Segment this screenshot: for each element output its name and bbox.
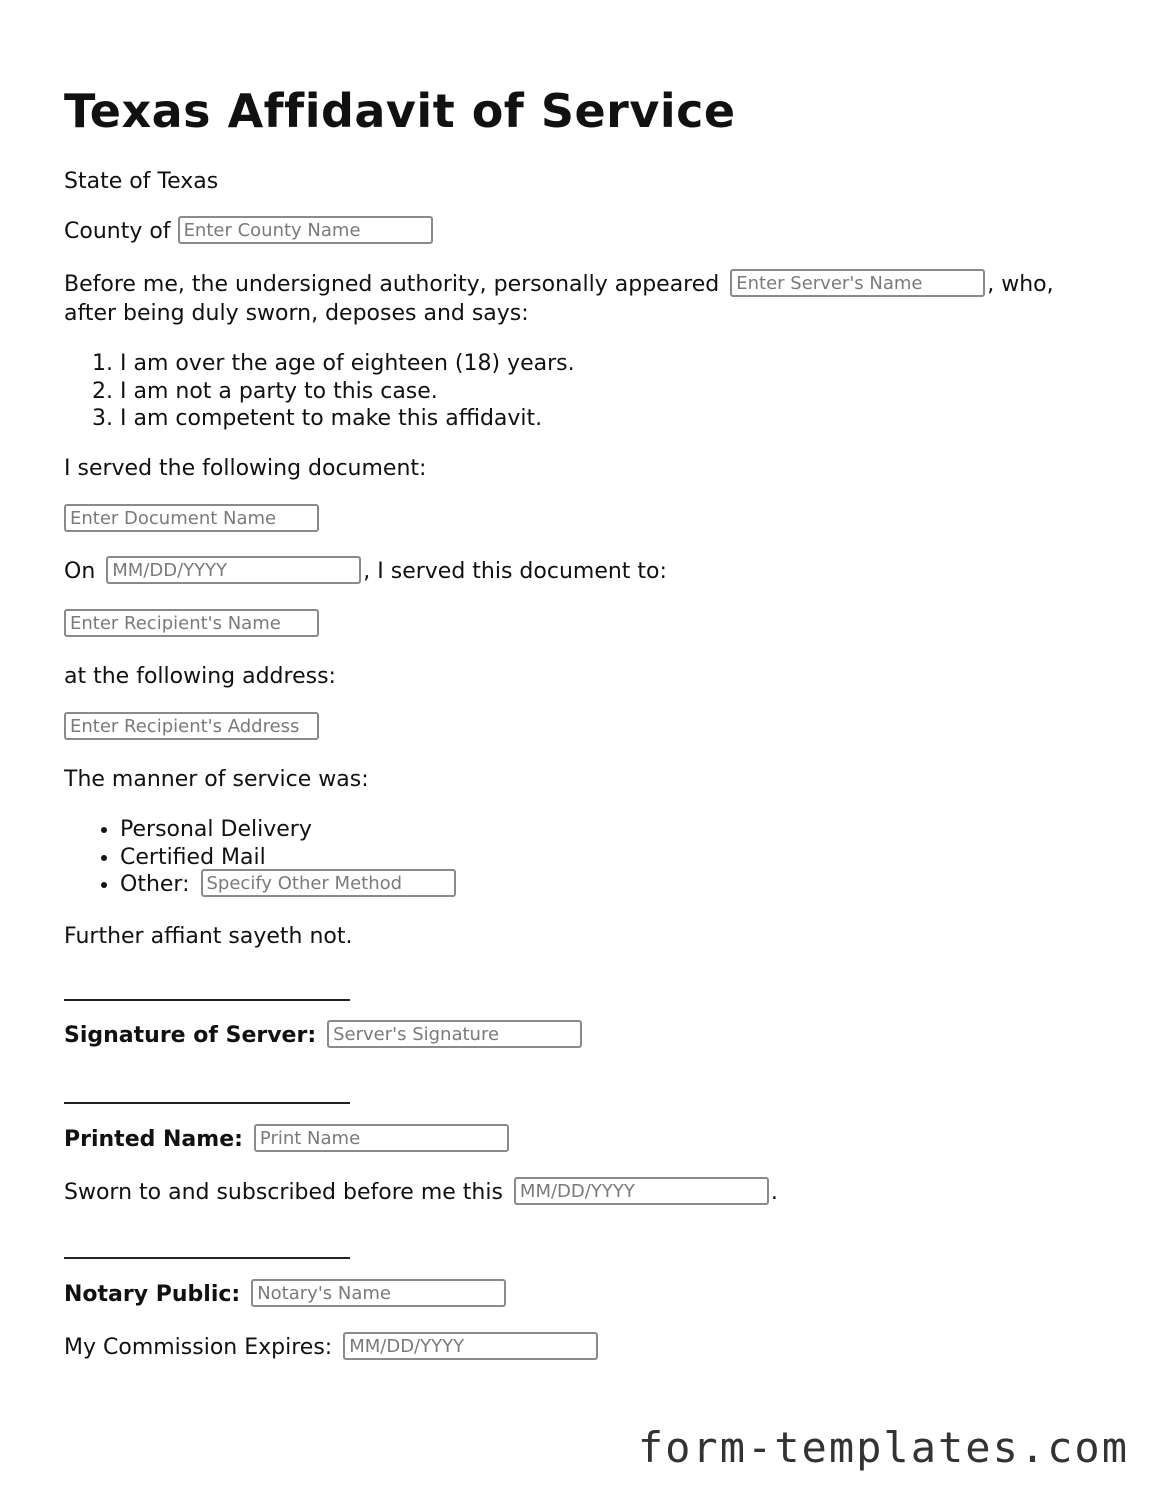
document-row [64,506,321,534]
statement-item: 1. I am over the age of eighteen (18) years. [120,350,575,378]
appeared-after-text: , who, [987,272,1054,297]
sworn-row [64,1179,778,1207]
sworn-label: Sworn to and subscribed before me this [64,1180,503,1205]
county-row [64,218,435,246]
recipient-row [64,611,321,639]
notary-label: Notary Public: [64,1282,241,1307]
document-label: I served the following document: [64,456,427,481]
sworn-date-input[interactable] [514,1177,769,1205]
recipient-name-input[interactable] [64,609,319,637]
commission-label: My Commission Expires: [64,1335,333,1360]
appeared-text: Before me, the undersigned authority, personally appeared [64,272,720,297]
served-on-after-text: , I served this document to: [363,559,667,584]
manner-label: The manner of service was: [64,767,369,792]
server-name-input[interactable] [730,269,985,297]
notary-line [64,1257,350,1259]
server-signature-input[interactable] [327,1020,582,1048]
page-title: Texas Affidavit of Service [64,84,736,138]
signature-label: Signature of Server: [64,1023,317,1048]
manner-option-certified: • Certified Mail [120,844,458,872]
signature-line [64,999,350,1001]
state-line: State of Texas [64,169,219,194]
watermark-text: form-templates.com [637,1423,1129,1472]
address-row [64,714,321,742]
statement-item: 2. I am not a party to this case. [120,378,575,406]
manner-other-label: Other: [120,872,190,897]
manner-list [64,816,458,899]
printed-name-label: Printed Name: [64,1127,243,1152]
served-on-row [64,558,667,586]
further-text: Further affiant sayeth not. [64,924,353,949]
served-on-label: On [64,559,96,584]
printed-name-input[interactable] [254,1124,509,1152]
statements-list [64,350,575,433]
notary-row [64,1281,508,1309]
document-name-input[interactable] [64,504,319,532]
statement-item: 3. I am competent to make this affidavit. [120,405,575,433]
manner-option-personal: • Personal Delivery [120,816,458,844]
address-label: at the following address: [64,664,336,689]
manner-option-other [120,871,458,899]
commission-date-input[interactable] [343,1332,598,1360]
commission-row [64,1334,600,1362]
recipient-address-input[interactable] [64,712,319,740]
appeared-continuation: after being duly sworn, deposes and says: [64,301,529,326]
printed-name-row [64,1126,511,1154]
county-input[interactable] [178,216,433,244]
notary-name-input[interactable] [251,1279,506,1307]
other-method-input[interactable] [201,869,456,897]
service-date-input[interactable] [106,556,361,584]
printed-name-line [64,1102,350,1104]
sworn-after-text: . [770,1180,778,1205]
signature-row [64,1022,584,1050]
county-label: County of [64,219,171,244]
appeared-row [64,271,1054,299]
